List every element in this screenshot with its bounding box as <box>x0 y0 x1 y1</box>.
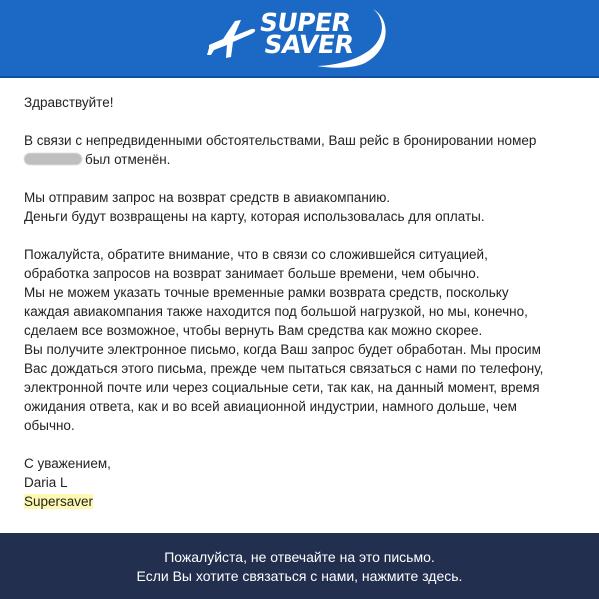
notice-line: Мы не можем указать точные временные рамки возврата средств, поскольку <box>24 285 509 300</box>
notice-line: Вы получите электронное письмо, когда Ваш запрос будет обработан. Мы просим <box>24 342 541 357</box>
no-reply-notice: Пожалуйста, не отвечайте на это письмо. <box>164 549 435 565</box>
email-footer <box>0 533 599 599</box>
logo-wordmark <box>255 8 359 59</box>
email-header <box>0 0 599 78</box>
airplane-icon <box>205 15 257 59</box>
logo-line-1: SUPER <box>257 8 353 37</box>
refund-line-1: Мы отправим запрос на возврат средств в авиакомпанию. <box>24 190 391 205</box>
logo-line-2: SAVER <box>262 30 356 59</box>
cancellation-line-2 <box>24 150 576 169</box>
signer-name: Daria L <box>24 475 68 490</box>
notice-line: ожидания ответа, как и во всей авиационной индустрии, намного дольше, чем <box>24 399 517 414</box>
closing: С уважением, <box>24 456 111 471</box>
cancellation-text: был отменён. <box>85 152 171 167</box>
supersaver-logo[interactable] <box>205 5 395 69</box>
notice-line: сделаем все возможное, чтобы вернуть Вам средства как можно скорее. <box>24 323 483 338</box>
cancellation-line-1: В связи с непредвиденными обстоятельствами, Ваш рейс в бронировании номер <box>24 133 537 148</box>
contact-us-link[interactable]: Если Вы хотите связаться с нами, нажмите здесь. <box>136 568 463 584</box>
signer-company-text: Supersaver <box>24 494 94 509</box>
notice-line: обычно. <box>24 418 75 433</box>
greeting: Здравствуйте! <box>24 95 114 110</box>
email-body <box>24 93 576 511</box>
notice-line: Пожалуйста, обратите внимание, что в связи со сложившейся ситуацией, <box>24 247 488 262</box>
refund-line-2: Деньги будут возвращены на карту, которая использовалась для оплаты. <box>24 209 485 224</box>
redacted-booking-number <box>24 153 82 165</box>
signer-company <box>24 492 576 511</box>
notice-line: каждая авиакомпания также находится под большой нагрузкой, но мы, конечно, <box>24 304 528 319</box>
notice-line: Вас дождаться этого письма, прежде чем пытаться связаться с нами по телефону, <box>24 361 544 376</box>
notice-line: электронной почте или через социальные сети, так как, на данный момент, время <box>24 380 540 395</box>
notice-line: обработка запросов на возврат занимает больше времени, чем обычно. <box>24 266 480 281</box>
notice-paragraph <box>24 245 576 435</box>
